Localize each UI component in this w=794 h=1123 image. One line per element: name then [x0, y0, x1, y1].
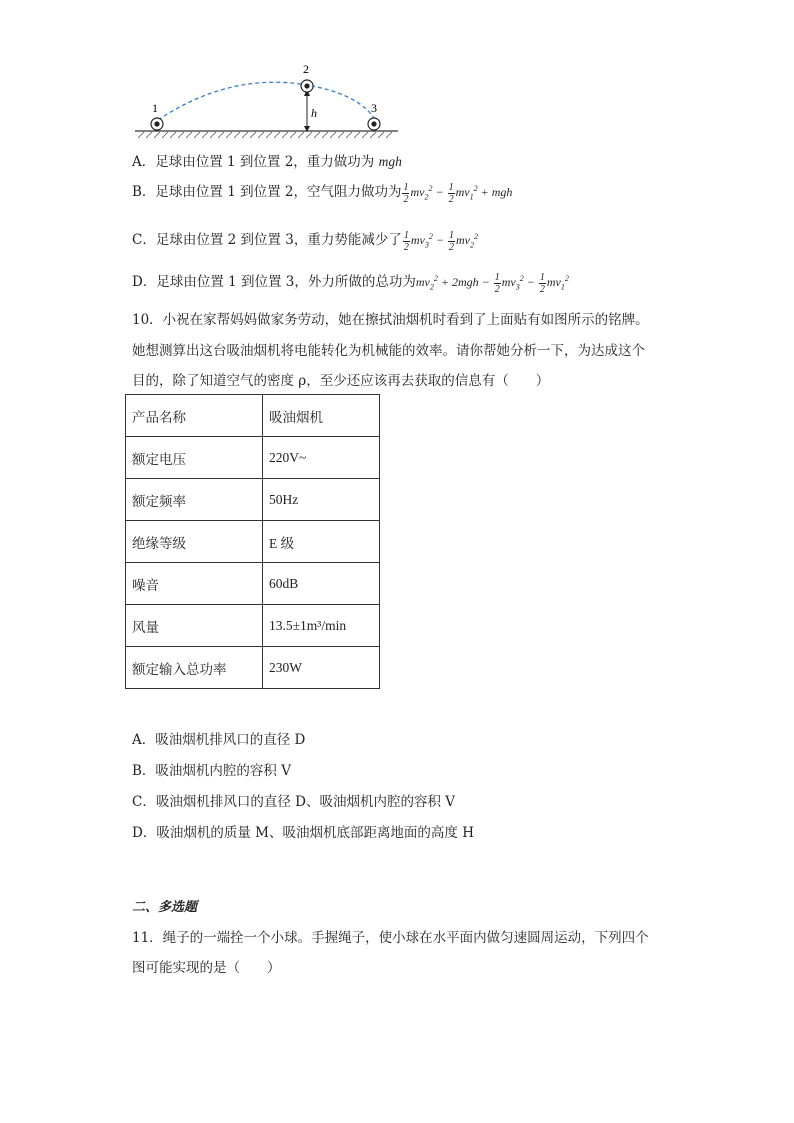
q10-line-1: 10．小祝在家帮妈妈做家务劳动，她在擦拭油烟机时看到了上面贴有如图所示的铭牌。	[132, 312, 649, 328]
table-row: 噪音 60dB	[126, 563, 380, 605]
ball-2	[301, 80, 313, 92]
section-heading: 二、多选题	[132, 900, 198, 915]
q9-option-b: B．足球由位置 1 到位置 2，空气阻力做功为 $\frac{1}{2}$ $mv_2^2$ − $\frac{1}{2}$ $mv_1^2$ + mgh	[132, 181, 513, 205]
ball-3	[368, 118, 380, 130]
q10-line-3: 目的，除了知道空气的密度 ρ，至少还应该再去获取的信息有（ ）	[132, 373, 550, 389]
q9-option-d: D．足球由位置 1 到位置 3，外力所做的总功为$mv_2^2 + 2mgh$ − $\frac{1}{2}$ $mv_3^2$ − $\frac{1}{2}$ $mv_1^2$	[132, 271, 569, 295]
table-row: 额定电压 220V~	[126, 437, 380, 479]
table-row: 产品名称 吸油烟机	[126, 395, 380, 437]
q11-line-2: 图可能实现的是（ ）	[132, 960, 281, 976]
q10-option-a: A．吸油烟机排风口的直径 D	[132, 732, 306, 748]
label-h: h	[311, 106, 317, 120]
q9-option-c: C．足球由位置 2 到位置 3，重力势能减少了 $\frac{1}{2}$ $mv_3^2$ − $\frac{1}{2}$ $mv_2^2$	[132, 229, 478, 253]
label-2: 2	[303, 62, 309, 76]
q9-option-a: A．足球由位置 1 到位置 2，重力做功为 mgh	[132, 154, 402, 170]
q10-option-c: C．吸油烟机排风口的直径 D、吸油烟机内腔的容积 V	[132, 794, 455, 810]
q10-option-d: D．吸油烟机的质量 M、吸油烟机底部距离地面的高度 H	[132, 825, 475, 841]
table-row: 额定频率 50Hz	[126, 479, 380, 521]
table-row: 绝缘等级 E 级	[126, 521, 380, 563]
label-1: 1	[152, 101, 158, 115]
q10-line-2: 她想测算出这台吸油烟机将电能转化为机械能的效率。请你帮她分析一下，为达成这个	[132, 343, 645, 359]
q11-line-1: 11．绳子的一端拴一个小球。手握绳子，使小球在水平面内做匀速圆周运动，下列四个	[132, 930, 649, 946]
table-row: 风量 13.5±1m³/min	[126, 605, 380, 647]
table-row: 额定输入总功率 230W	[126, 647, 380, 689]
ball-1	[151, 118, 163, 130]
trajectory-figure	[130, 60, 400, 140]
q10-option-b: B．吸油烟机内腔的容积 V	[132, 763, 291, 779]
label-3: 3	[371, 101, 377, 115]
spec-table	[125, 394, 380, 689]
